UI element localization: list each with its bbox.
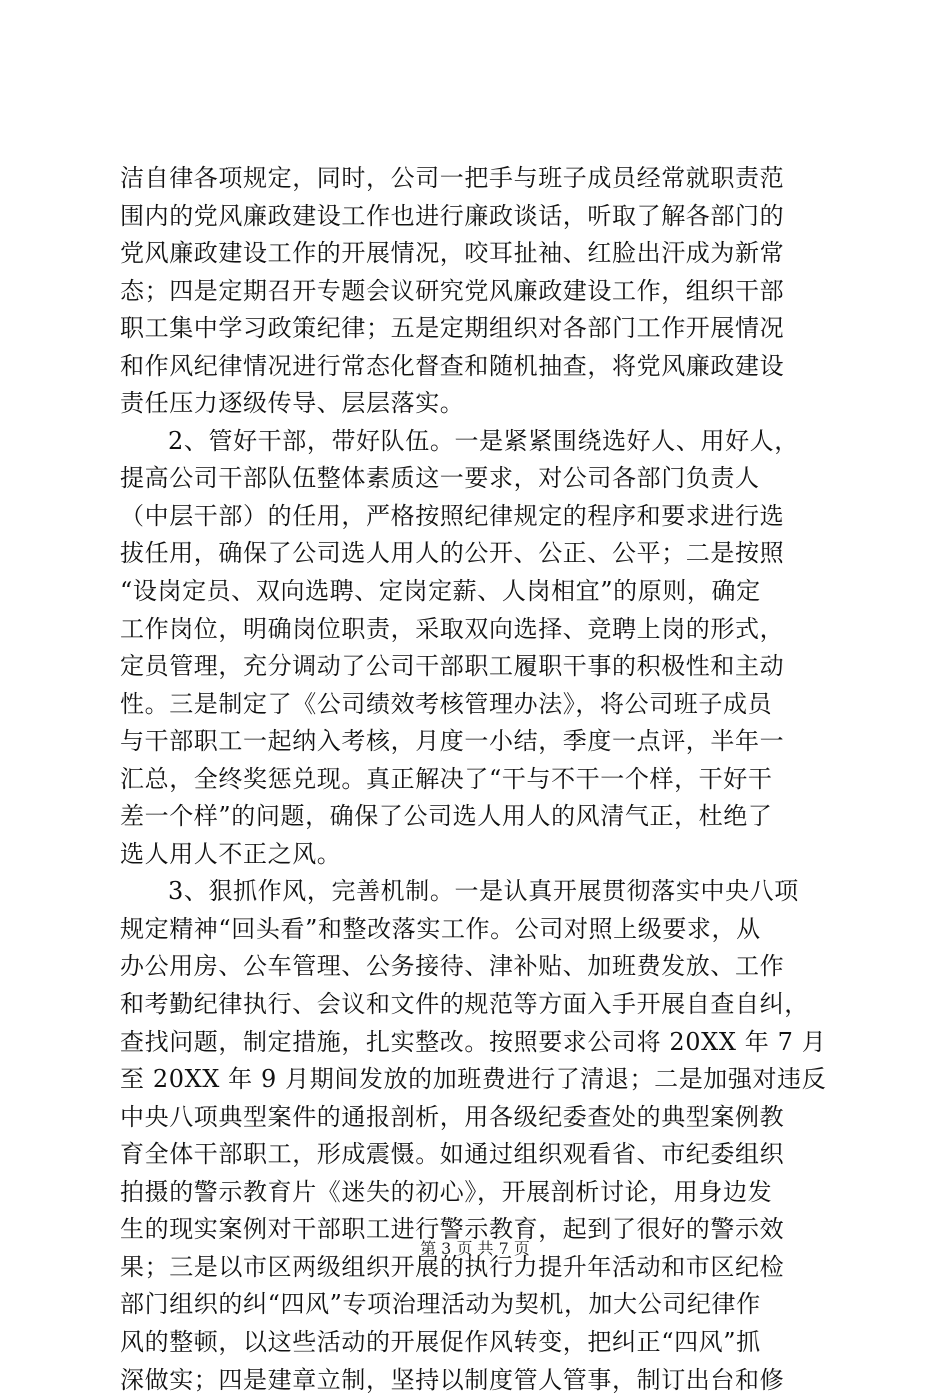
text-line: 规定精神“回头看”和整改落实工作。公司对照上级要求，从: [120, 911, 840, 949]
text-line: 果；三是以市区两级组织开展的执行力提升年活动和市区纪检: [120, 1249, 840, 1287]
text-line: 至 20XX 年 9 月期间发放的加班费进行了清退；二是加强对违反: [120, 1061, 840, 1099]
text-line: 围内的党风廉政建设工作也进行廉政谈话，听取了解各部门的: [120, 198, 840, 236]
text-line: 3、狠抓作风，完善机制。一是认真开展贯彻落实中央八项: [120, 873, 840, 911]
text-line: 定员管理，充分调动了公司干部职工履职干事的积极性和主动: [120, 648, 840, 686]
text-line: 态；四是定期召开专题会议研究党风廉政建设工作，组织干部: [120, 273, 840, 311]
text-line: 风的整顿，以这些活动的开展促作风转变，把纠正“四风”抓: [120, 1324, 840, 1362]
text-line: 和考勤纪律执行、会议和文件的规范等方面入手开展自查自纠，: [120, 986, 840, 1024]
text-line: 育全体干部职工，形成震慑。如通过组织观看省、市纪委组织: [120, 1136, 840, 1174]
text-line: 工作岗位，明确岗位职责，采取双向选择、竞聘上岗的形式，: [120, 611, 840, 649]
text-line: 性。三是制定了《公司绩效考核管理办法》，将公司班子成员: [120, 686, 840, 724]
text-line: 汇总，全终奖惩兑现。真正解决了“干与不干一个样，干好干: [120, 761, 840, 799]
text-line: 查找问题，制定措施，扎实整改。按照要求公司将 20XX 年 7 月: [120, 1024, 840, 1062]
text-line: 职工集中学习政策纪律；五是定期组织对各部门工作开展情况: [120, 310, 840, 348]
text-line: 拍摄的警示教育片《迷失的初心》，开展剖析讨论，用身边发: [120, 1174, 840, 1212]
text-line: （中层干部）的任用，严格按照纪律规定的程序和要求进行选: [120, 498, 840, 536]
text-line: 深做实；四是建章立制，坚持以制度管人管事，制订出台和修: [120, 1362, 840, 1399]
page-footer: 第 3 页 共 7 页: [0, 1238, 950, 1260]
text-line: 生的现实案例对干部职工进行警示教育，起到了很好的警示效: [120, 1211, 840, 1249]
text-line: 选人用人不正之风。: [120, 836, 840, 874]
text-line: 党风廉政建设工作的开展情况，咬耳扯袖、红脸出汗成为新常: [120, 235, 840, 273]
text-line: 提高公司干部队伍整体素质这一要求，对公司各部门负责人: [120, 460, 840, 498]
text-line: 拔任用，确保了公司选人用人的公开、公正、公平；二是按照: [120, 535, 840, 573]
text-line: 办公用房、公车管理、公务接待、津补贴、加班费发放、工作: [120, 948, 840, 986]
text-line: 责任压力逐级传导、层层落实。: [120, 385, 840, 423]
text-line: 中央八项典型案件的通报剖析，用各级纪委查处的典型案例教: [120, 1099, 840, 1137]
text-line: 2、管好干部，带好队伍。一是紧紧围绕选好人、用好人，: [120, 423, 840, 461]
text-line: 部门组织的纠“四风”专项治理活动为契机，加大公司纪律作: [120, 1286, 840, 1324]
text-line: “设岗定员、双向选聘、定岗定薪、人岗相宜”的原则，确定: [120, 573, 840, 611]
document-body: [120, 160, 840, 1399]
text-line: 与干部职工一起纳入考核，月度一小结，季度一点评，半年一: [120, 723, 840, 761]
text-line: 洁自律各项规定，同时，公司一把手与班子成员经常就职责范: [120, 160, 840, 198]
text-line: 差一个样”的问题，确保了公司选人用人的风清气正，杜绝了: [120, 798, 840, 836]
text-line: 和作风纪律情况进行常态化督查和随机抽查，将党风廉政建设: [120, 348, 840, 386]
